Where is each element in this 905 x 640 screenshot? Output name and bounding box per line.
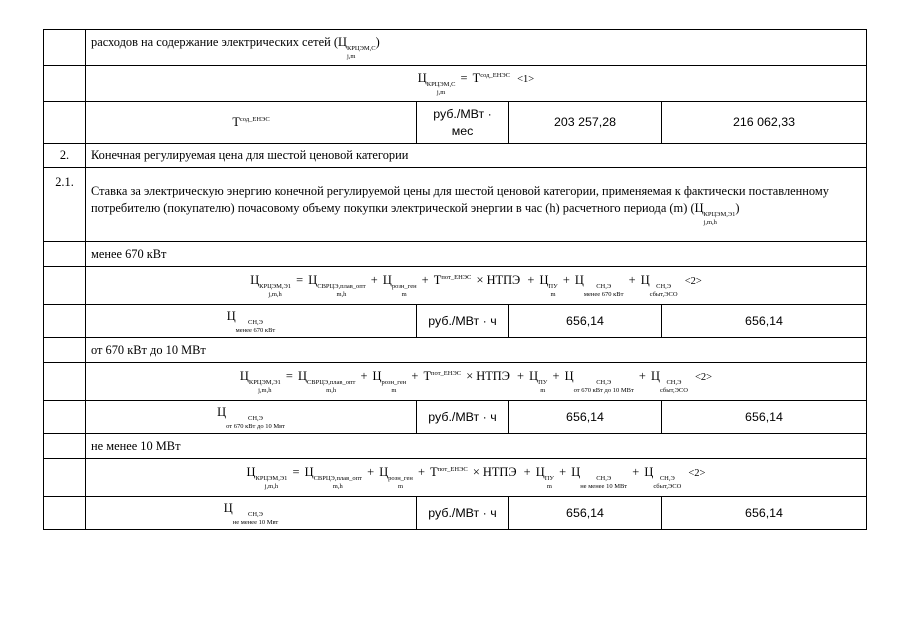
value-cell-2: 656,14: [662, 401, 867, 434]
symbol-cell: Ц СН,Э не менее 10 Мвт: [86, 497, 417, 530]
group-label: от 670 кВт до 10 МВт: [86, 338, 867, 363]
value-cell-1: 656,14: [509, 305, 662, 338]
formula-tag: <1>: [517, 74, 535, 85]
row-text: Ставка за электрическую энергию конечной регулируемой цены для шестой ценовой категории, применяемая к фактически поставленному потребителю (покупателю) почасовому объему покупки электрической энергии в час (h) расчетного периода (m) (Ц КРЦЭМ,Э1 j,m,h ): [86, 168, 867, 242]
tariff-table: [43, 29, 867, 530]
formula: Ц КРЦЭМ,С j,m = $Т^{сод\_ЕНЭС} <1>$: [86, 66, 867, 102]
row-text-label: расходов на содержание электрических сетей: [91, 35, 331, 49]
symbol-cell: Ц СН,Э менее 670 кВт: [86, 305, 417, 338]
value-cell-1: 656,14: [509, 401, 662, 434]
table-row: [44, 401, 867, 434]
table-row: [44, 242, 867, 267]
formula-tag: <2>: [684, 276, 702, 287]
formula-row: [44, 267, 867, 305]
table-row: [44, 338, 867, 363]
table-row: [44, 497, 867, 530]
value-cell-1: 203 257,28: [509, 102, 662, 144]
row-number: 2.: [44, 144, 86, 168]
formula: Ц КРЦЭМ,Э1 j,m,h = Ц СВРЦЭ,плав_опт m,h + Ц розн_ген m + $Т^{пот\_ЕНЭС}$ × НТПЭ + Ц ПУ m + Ц СН,Э менее 670 кВт + Ц СН,Э сбыт,ЭСО <2>: [86, 267, 867, 305]
table-row: [44, 102, 867, 144]
value-cell-2: 216 062,33: [662, 102, 867, 144]
value-cell-2: 656,14: [662, 497, 867, 530]
row-text: [86, 30, 867, 66]
table-row: [44, 434, 867, 459]
unit-cell: руб./МВт · мес: [417, 102, 509, 144]
value-cell-1: 656,14: [509, 497, 662, 530]
row-text-symbol: (Ц КРЦЭМ,С j,m ): [333, 35, 380, 60]
group-label: не менее 10 МВт: [86, 434, 867, 459]
group-label: менее 670 кВт: [86, 242, 867, 267]
formula: Ц КРЦЭМ,Э1 j,m,h = Ц СВРЦЭ,плав_опт m,h + Ц розн_ген m + $Т^{пот\_ЕНЭС}$ × НТПЭ + Ц ПУ m + Ц СН,Э от 670 кВт до 10 МВт + Ц СН,Э сбыт,ЭСО <2>: [86, 363, 867, 401]
table-row: [44, 30, 867, 66]
symbol-cell: Ц СН,Э от 670 кВт до 10 Мвт: [86, 401, 417, 434]
table-row: [44, 168, 867, 242]
formula-tag: <2>: [695, 372, 713, 383]
row-number: 2.1.: [44, 168, 86, 242]
table-row: [44, 305, 867, 338]
unit-cell: руб./МВт · ч: [417, 401, 509, 434]
unit-cell: руб./МВт · ч: [417, 497, 509, 530]
row-text-symbol: (Ц КРЦЭМ,Э1 j,m,h ): [690, 200, 740, 226]
formula-row: [44, 459, 867, 497]
formula-row: [44, 363, 867, 401]
value-cell-2: 656,14: [662, 305, 867, 338]
formula: Ц КРЦЭМ,Э1 j,m,h = Ц СВРЦЭ,плав_опт m,h + Ц розн_ген m + $Т^{пот\_ЕНЭС}$ × НТПЭ + Ц ПУ m + Ц СН,Э не менее 10 МВт + Ц СН,Э сбыт,ЭСО <2>: [86, 459, 867, 497]
formula-tag: <2>: [688, 468, 706, 479]
formula-row: [44, 66, 867, 102]
row-text: Конечная регулируемая цена для шестой ценовой категории: [86, 144, 867, 168]
row-number-cell: [44, 30, 86, 66]
symbol-cell: $Т^{сод\_ЕНЭС}$: [86, 102, 417, 144]
table-row: [44, 144, 867, 168]
unit-cell: руб./МВт · ч: [417, 305, 509, 338]
